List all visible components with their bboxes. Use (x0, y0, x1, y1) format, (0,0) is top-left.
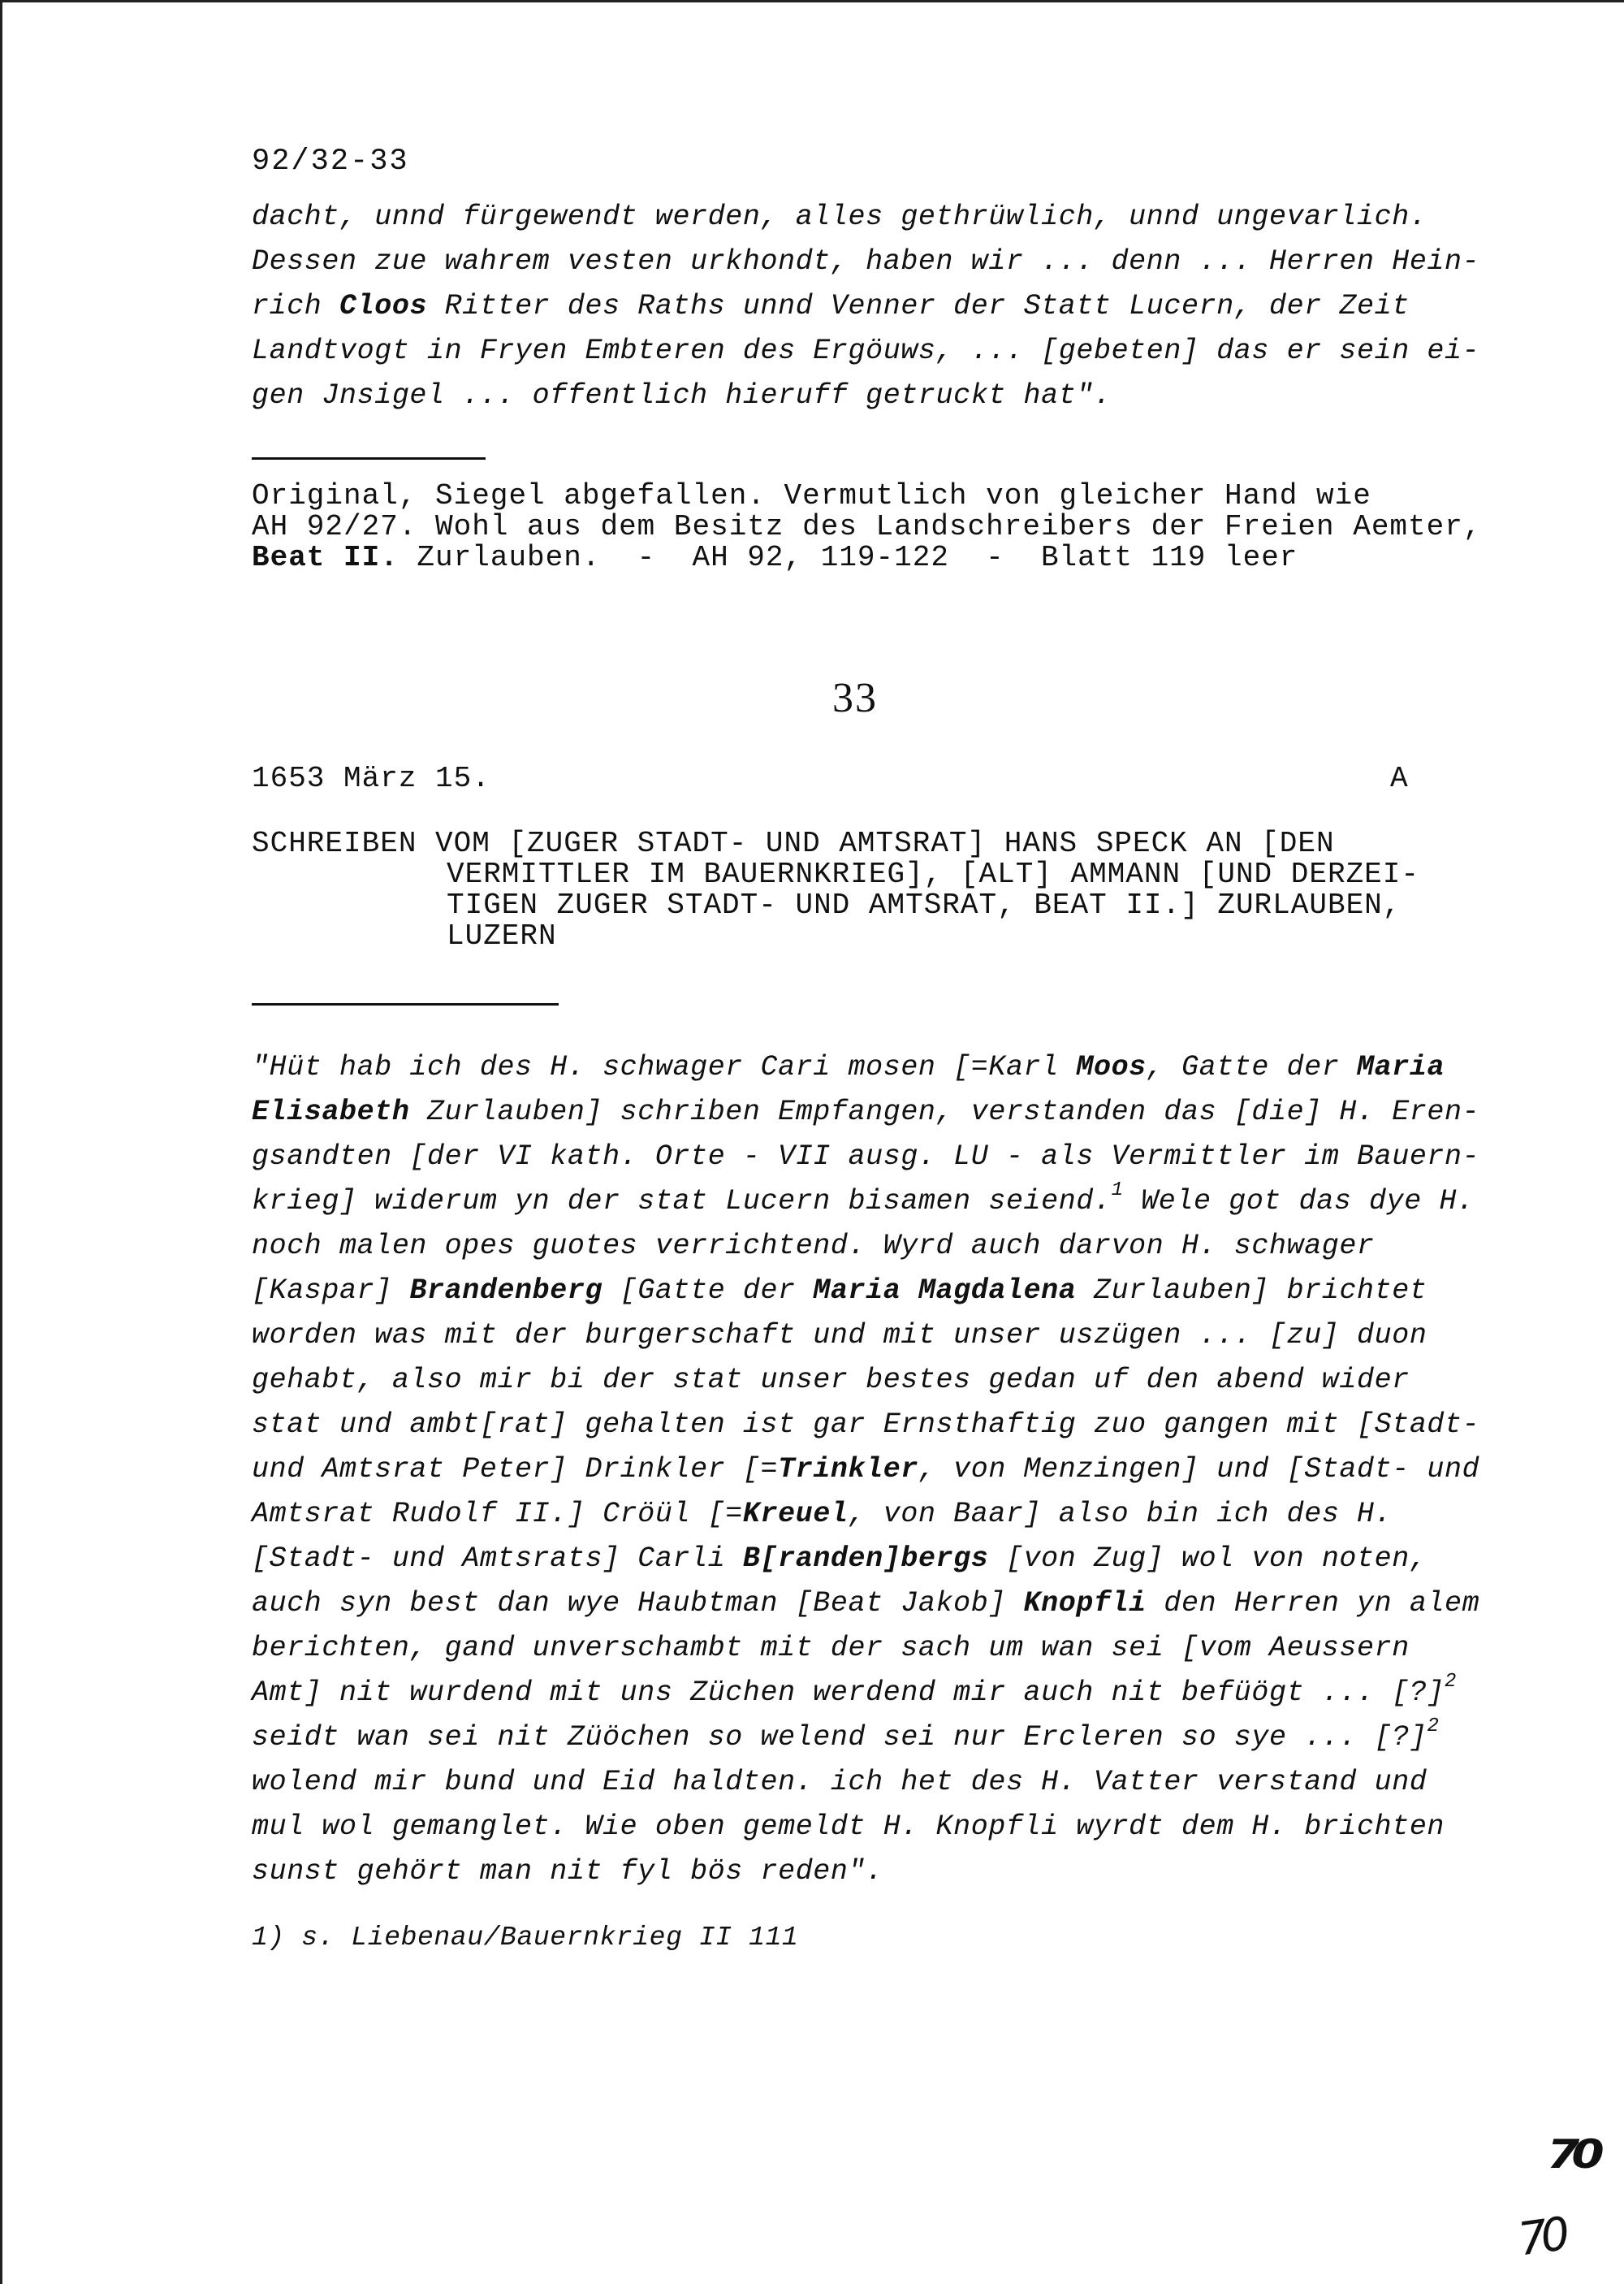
document-date: 1653 März 15. (252, 762, 490, 795)
footnote: 1) s. Liebenau/Bauernkrieg II 111 (252, 1923, 799, 1953)
text-line: Beat II. Zurlauben. - AH 92, 119-122 - Blatt 119 leer (252, 541, 1298, 574)
text-line: und Amtsrat Peter] Drinkler [=Trinkler, von Menzingen] und [Stadt- und (252, 1453, 1480, 1486)
handwritten-page-number-upper: 70 (1547, 2130, 1596, 2178)
text-line: gen Jnsigel ... offentlich hieruff getruckt hat". (252, 379, 1112, 412)
handwritten-page-number-lower: 70 (1514, 2208, 1567, 2267)
archive-reference: 92/32-33 (252, 145, 409, 179)
text-line: seidt wan sei nit Züöchen so welend sei nur Ercleren so sye ... [?]$^2$ (252, 1715, 1440, 1754)
text-line: auch syn best dan wye Haubtman [Beat Jakob] Knopfli den Herren yn alem (252, 1587, 1480, 1620)
text-line: sunst gehört man nit fyl bös reden". (252, 1855, 883, 1888)
document-title-line1: SCHREIBEN VOM [ZUGER STADT- UND AMTSRAT] HANS SPECK AN [DEN (252, 827, 1335, 860)
text-line: gsandten [der VI kath. Orte - VII ausg. LU - als Vermittler im Bauern- (252, 1140, 1480, 1173)
text-line: VERMITTLER IM BAUERNKRIEG], [ALT] AMMANN [UND DERZEI- (447, 858, 1419, 891)
text-line: stat und ambt[rat] gehalten ist gar Ernsthaftig zuo gangen mit [Stadt- (252, 1408, 1480, 1441)
text-line: Amtsrat Rudolf II.] Cröül [=Kreuel, von Baar] also bin ich des H. (252, 1498, 1393, 1530)
text-line: Original, Siegel abgefallen. Vermutlich von gleicher Hand wie (252, 479, 1371, 513)
text-line: LUZERN (447, 919, 557, 953)
text-line: "Hüt hab ich des H. schwager Cari mosen [=Karl Moos, Gatte der Maria (252, 1051, 1445, 1084)
document-category: A (1390, 762, 1409, 795)
text-line: AH 92/27. Wohl aus dem Besitz des Landschreibers der Freien Aemter, (252, 510, 1482, 543)
text-line: TIGEN ZUGER STADT- UND AMTSRAT, BEAT II.] ZURLAUBEN, (447, 889, 1402, 922)
scan-edge-top (0, 0, 1624, 2)
text-line: Dessen zue wahrem vesten urkhondt, haben wir ... denn ... Herren Hein- (252, 245, 1480, 278)
editorial-note (252, 481, 1583, 573)
text-line: Landtvogt in Fryen Embteren des Ergöuws, ... [gebeten] das er sein ei- (252, 335, 1480, 367)
quote-continuation (252, 195, 1583, 418)
document-title-continuation (447, 859, 1583, 952)
separator-rule-2 (252, 1003, 559, 1006)
text-line: rich Cloos Ritter des Raths unnd Venner der Statt Lucern, der Zeit (252, 290, 1410, 322)
separator-rule (252, 457, 486, 460)
text-line: Elisabeth Zurlauben] schriben Empfangen, verstanden das [die] H. Eren- (252, 1096, 1480, 1128)
text-line: berichten, gand unverschambt mit der sach um wan sei [vom Aeussern (252, 1632, 1410, 1664)
text-line: worden was mit der burgerschaft und mit unser uszügen ... [zu] duon (252, 1319, 1427, 1352)
text-line: mul wol gemanglet. Wie oben gemeldt H. Knopfli wyrdt dem H. brichten (252, 1810, 1445, 1843)
text-line: krieg] widerum yn der stat Lucern bisamen seiend.$^1$ Wele got das dye H. (252, 1179, 1475, 1218)
document-number: 33 (832, 675, 878, 721)
text-line: gehabt, also mir bi der stat unser bestes gedan uf den abend wider (252, 1364, 1410, 1396)
text-line: [Kaspar] Brandenberg [Gatte der Maria Magdalena Zurlauben] brichtet (252, 1274, 1427, 1307)
text-line: Amt] nit wurdend mit uns Züchen werdend mir auch nit befüögt ... [?]$^2$ (252, 1671, 1458, 1709)
text-line: wolend mir bund und Eid haldten. ich het des H. Vatter verstand und (252, 1766, 1427, 1798)
text-line: dacht, unnd fürgewendt werden, alles gethrüwlich, unnd ungevarlich. (252, 201, 1427, 233)
letter-transcription (252, 1045, 1600, 1894)
text-line: [Stadt- und Amtsrats] Carli B[randen]bergs [von Zug] wol von noten, (252, 1542, 1427, 1575)
scan-edge-left (0, 0, 2, 2284)
text-line: noch malen opes guotes verrichtend. Wyrd auch darvon H. schwager (252, 1230, 1375, 1262)
